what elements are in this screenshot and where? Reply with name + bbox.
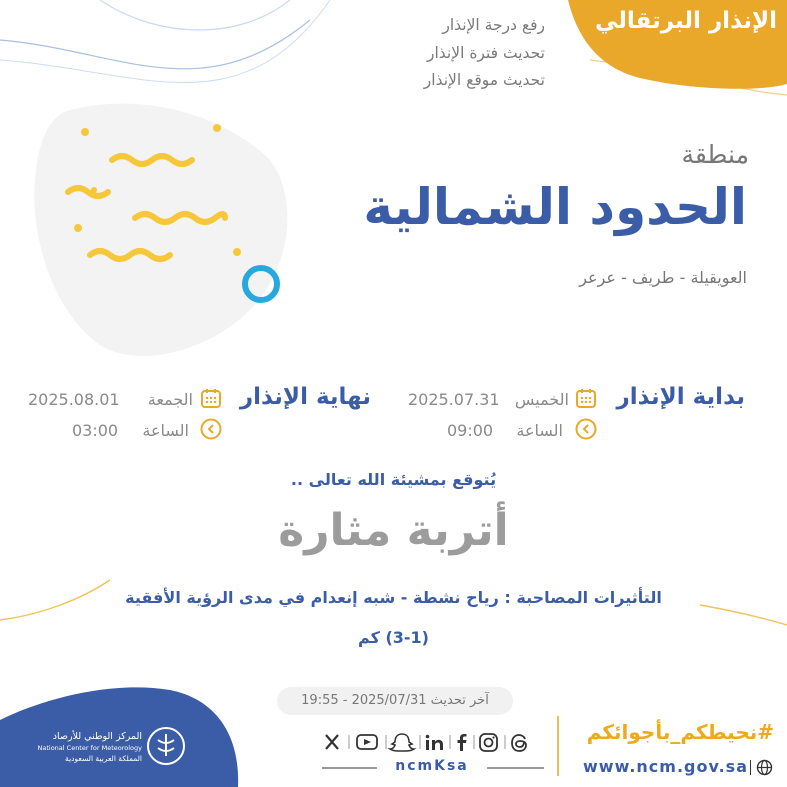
- calendar-icon: [200, 387, 222, 409]
- start-time-label: الساعة: [516, 421, 563, 440]
- org-country-ar: المملكة العربية السعودية: [65, 754, 142, 763]
- start-date: 2025.07.31: [408, 390, 500, 409]
- end-title: نهاية الإنذار: [239, 384, 371, 410]
- snapchat-icon[interactable]: [390, 734, 414, 751]
- phenomenon-name: أتربة مثارة: [278, 505, 509, 556]
- x-icon[interactable]: [326, 735, 338, 749]
- youtube-icon[interactable]: [357, 735, 377, 749]
- region-name: الحدود الشمالية: [363, 178, 747, 236]
- accompanying-effects: التأثيرات المصاحبة : رياح نشطة - شبه إنعدام في مدى الرؤية الأفقية: [125, 588, 662, 607]
- end-date: 2025.08.01: [28, 390, 120, 409]
- ncm-emblem-icon: [146, 726, 186, 766]
- update-notes: [285, 12, 545, 95]
- end-day: الجمعة: [147, 390, 193, 409]
- hashtag: #نحيطكم_بأجوائكم: [586, 720, 774, 744]
- facebook-icon[interactable]: [458, 734, 467, 751]
- warning-level-badge: الإنذار البرتقالي: [594, 8, 777, 34]
- globe-icon: [756, 759, 773, 776]
- last-updated: آخر تحديث 2025/07/31 - 19:55: [277, 687, 513, 715]
- start-time: 09:00: [447, 421, 494, 440]
- illustration-blob: [34, 104, 287, 356]
- linkedin-icon[interactable]: [426, 735, 443, 750]
- handle-wrap: [322, 758, 544, 778]
- end-time-label: الساعة: [142, 421, 189, 440]
- clock-chevron-icon: [575, 418, 597, 440]
- website-link[interactable]: www.ncm.gov.sa: [583, 757, 748, 776]
- visibility-range: (3-1) كم: [358, 628, 429, 647]
- social-icons-row: [322, 731, 544, 753]
- calendar-icon: [575, 387, 597, 409]
- website-divider: [750, 760, 751, 775]
- instagram-icon[interactable]: [480, 734, 497, 751]
- forecast-intro: يُتوقع بمشيئة الله تعالى ..: [290, 470, 497, 489]
- social-handle[interactable]: ncmKsa: [395, 758, 469, 774]
- start-day: الخميس: [514, 390, 569, 409]
- note-update-period: تحديث فترة الإنذار: [427, 43, 545, 62]
- threads-icon[interactable]: [512, 735, 526, 751]
- note-raise-level: رفع درجة الإنذار: [442, 16, 545, 34]
- region-label: منطقة: [681, 140, 749, 169]
- org-name-ar: المركز الوطني للأرصاد: [52, 731, 142, 742]
- end-time: 03:00: [72, 421, 119, 440]
- start-title: بداية الإنذار: [616, 384, 745, 410]
- clock-chevron-icon: [200, 418, 222, 440]
- org-name-en: National Center for Meteorology: [37, 744, 142, 752]
- note-update-location: تحديث موقع الإنذار: [423, 71, 545, 89]
- region-cities: العويقيلة - طريف - عرعر: [579, 268, 747, 287]
